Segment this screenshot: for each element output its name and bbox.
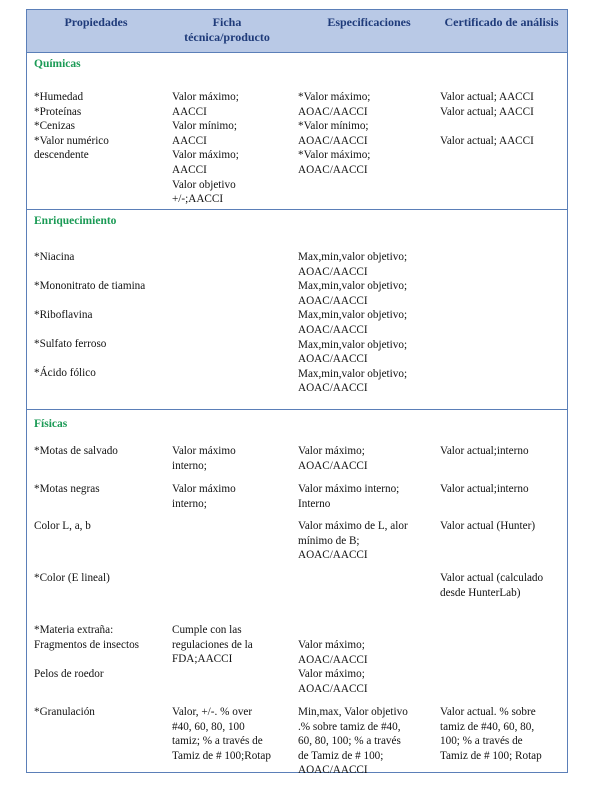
section-enriquecimiento	[27, 209, 567, 410]
spec-values: Max,min,valor objetivo; AOAC/AACCI Max,min,valor objetivo; AOAC/AACCI Max,min,valor objetivo; AOAC/AACCI Max,min,valor objetivo; AOAC/AACCI Max,min,valor objetivo; AOAC/AACCI	[298, 251, 408, 395]
header-ficha	[172, 15, 282, 45]
spec-values: Valor máximo de L, alor mínimo de B; AOAC/AACCI	[298, 520, 408, 562]
spec-values: *Valor máximo; AOAC/AACCI *Valor mínimo; AOAC/AACCI *Valor máximo; AOAC/AACCI	[298, 91, 371, 176]
property-label: *Riboflavina	[34, 309, 93, 321]
property-label: *Humedad *Proteínas *Cenizas *Valor numérico descendente	[34, 91, 109, 162]
header-ficha-line1: Ficha	[212, 15, 242, 29]
cert-values: Valor actual. % sobre tamiz de #40, 60, 80, 100; % a través de Tamiz de # 100; Rotap	[440, 706, 542, 762]
ficha-values: Valor máximo; AACCI Valor mínimo; AACCI Valor máximo; AACCI Valor objetivo +/-;AACCI	[172, 91, 239, 206]
section-title: Químicas	[34, 58, 81, 70]
property-label: *Niacina	[34, 251, 75, 263]
spec-values: Valor máximo; AOAC/AACCI	[298, 445, 368, 472]
spec-values: Valor máximo interno; Interno	[298, 483, 400, 510]
header-especificaciones: Especificaciones	[327, 15, 411, 29]
spec-values: Min,max, Valor objetivo .% sobre tamiz de #40, 60, 80, 100; % a través de Tamiz de # 100; AOAC/AACCI	[298, 706, 408, 777]
section-title: Enriquecimiento	[34, 215, 117, 227]
section-quimicas	[27, 52, 567, 210]
table-header	[27, 10, 567, 53]
cert-values: Valor actual (calculado desde HunterLab)	[440, 572, 544, 599]
property-label: *Materia extraña: Fragmentos de insectos	[34, 624, 140, 651]
property-label: *Sulfato ferroso	[34, 338, 107, 350]
header-ficha-line2: técnica/producto	[184, 30, 270, 44]
ficha-values: Valor máximo interno;	[172, 445, 236, 472]
cert-values: Valor actual; AACCI Valor actual; AACCI Valor actual; AACCI	[440, 91, 534, 147]
property-label: *Granulación	[34, 706, 95, 718]
specifications-table	[26, 9, 568, 777]
ficha-values: Valor, +/-. % over #40, 60, 80, 100 tamiz; % a través de Tamiz de # 100;Rotap	[172, 706, 271, 762]
property-label: *Mononitrato de tiamina	[34, 280, 146, 292]
property-label: Color L, a, b	[34, 520, 91, 532]
property-label: *Motas negras	[34, 483, 100, 495]
cert-values: Valor actual;interno	[440, 445, 529, 457]
header-propiedades: Propiedades	[64, 15, 128, 29]
ficha-values: Valor máximo interno;	[172, 483, 236, 510]
property-label: *Ácido fólico	[34, 367, 96, 379]
ficha-values: Cumple con las regulaciones de la FDA;AACCI	[172, 624, 253, 666]
property-label: *Motas de salvado	[34, 445, 118, 457]
section-fisicas	[27, 409, 567, 777]
property-label: Pelos de roedor	[34, 668, 104, 680]
section-title: Físicas	[34, 418, 68, 430]
property-label: *Color (E lineal)	[34, 572, 110, 584]
header-certificado: Certificado de análisis	[444, 15, 559, 29]
cert-values: Valor actual;interno	[440, 483, 529, 495]
cert-values: Valor actual (Hunter)	[440, 520, 536, 532]
spec-values: Valor máximo; AOAC/AACCI Valor máximo; AOAC/AACCI	[298, 639, 368, 695]
